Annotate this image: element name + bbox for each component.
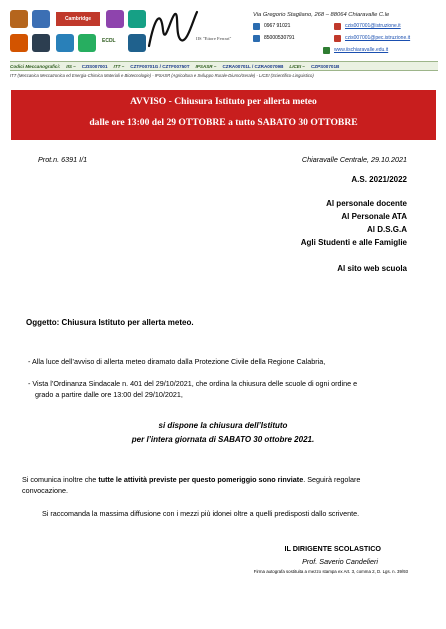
code-key: ITT – xyxy=(113,63,125,69)
banner-title: AVVISO - Chiusura Istituto per allerta meteo xyxy=(130,96,317,107)
emblem-icon xyxy=(10,10,28,28)
school-name-small: IIS "Ettore Ferrari" xyxy=(196,36,232,41)
recipient: Al Personale ATA xyxy=(341,212,407,221)
badge-icon xyxy=(128,10,146,28)
code-value: CZIS007001 xyxy=(81,63,108,69)
phone-icon xyxy=(253,23,260,30)
recipient: Al sito web scuola xyxy=(337,264,407,273)
crest-icon xyxy=(32,34,50,52)
flower-icon xyxy=(78,34,96,52)
code-value: CZPS00701B xyxy=(310,63,340,69)
code-key: IPSASR – xyxy=(195,63,217,69)
phone-number: 0967 91021 xyxy=(264,23,291,29)
website-link[interactable]: www.iischiaravalle.edu.it xyxy=(334,47,389,53)
mail-icon xyxy=(334,23,341,30)
communication-1-post: . Seguirà regolare xyxy=(303,475,361,484)
school-address: Via Gregorio Stagliano, 268 – 88064 Chiaravalle C.le xyxy=(253,12,390,18)
school-tracks: ITT (Meccanica Meccatronica ed Energia-Chimica Materiali e Biotecnologie) - IPSASR (Agricoltura e Sviluppo Rurale-Diurno/Serale) - LICEI (Scientifico-Linguistico) xyxy=(10,73,314,78)
pec-link[interactable]: czis007001@pec.istruzione.it xyxy=(345,35,411,41)
code-value: CZTF00701G / CZTF00750T xyxy=(130,63,190,69)
premise-1: - Alla luce dell’avviso di allerta meteo diramato dalla Protezione Civile della Regione Calabria, xyxy=(28,357,326,366)
signature-role: IL DIRIGENTE SCOLASTICO xyxy=(284,544,381,553)
school-codes-band xyxy=(10,61,438,71)
contact-row xyxy=(253,22,438,30)
seal-icon xyxy=(10,34,28,52)
recipient: Agli Studenti e alle Famiglie xyxy=(300,238,407,247)
place-date: Chiaravalle Centrale, 29.10.2021 xyxy=(301,155,407,164)
subject-line: Oggetto: Chiusura Istituto per allerta meteo. xyxy=(26,318,194,327)
notice-banner xyxy=(11,90,436,140)
premise-2: - Vista l’Ordinanza Sindacale n. 401 del 29/10/2021, che ordina la chiusura delle scuole di ogni ordine e xyxy=(28,379,358,388)
school-signature-logo xyxy=(145,6,200,58)
award-icon xyxy=(106,10,124,28)
communication-1-line-2: convocazione. xyxy=(22,486,68,495)
protocol-number: Prot.n. 6391 I/1 xyxy=(38,155,88,164)
code-value: CZRA00701L / CZRA00709B xyxy=(222,63,284,69)
fiscal-code-icon xyxy=(253,35,260,42)
ecdl-logo: ECDL xyxy=(102,38,116,44)
school-logo-small xyxy=(128,34,146,52)
recipient: Al personale docente xyxy=(326,199,407,208)
email-link[interactable]: czis007001@istruzione.it xyxy=(345,23,401,29)
communication-2: Si raccomanda la massima diffusione con i mezzi più idonei oltre a quelli predisposti dallo scrivente. xyxy=(42,509,360,518)
pec-icon xyxy=(334,35,341,42)
cambridge-logo: Cambridge xyxy=(56,12,100,26)
contact-row xyxy=(253,46,438,54)
communication-1-pre: Si comunica inoltre che xyxy=(22,475,97,484)
pon-logo xyxy=(56,34,74,52)
contact-block xyxy=(253,12,438,54)
signature-note: Firma autografa sostituita a mezzo stampa ex Art. 3, comma 2, D. Lgs. n. 39/93 xyxy=(253,569,408,574)
banner-subtitle: dalle ore 13:00 del 29 OTTOBRE a tutto SABATO 30 OTTOBRE xyxy=(89,117,358,128)
decision-line-1: si dispone la chiusura dell’Istituto xyxy=(158,421,288,430)
premise-2-cont: grado a partire dalle ore 13:00 del 29/10/2021, xyxy=(35,390,183,399)
contact-row xyxy=(253,34,438,42)
codes-label: Codici Meccanografici: xyxy=(10,63,61,69)
code-key: LICEI – xyxy=(289,63,305,69)
code-key: IIS – xyxy=(66,63,76,69)
communication-1-bold: tutte le attività previste per questo pomeriggio sono rinviate xyxy=(98,475,304,484)
communication-1 xyxy=(22,474,424,485)
recipient: Al D.S.G.A xyxy=(366,225,407,234)
letterhead xyxy=(10,6,438,88)
decision-line-2: per l’intera giornata di SABATO 30 ottobre 2021. xyxy=(131,435,315,444)
fiscal-code: 85000530791 xyxy=(264,35,295,41)
flag-icon xyxy=(32,10,50,28)
web-icon xyxy=(323,47,330,54)
logo-cluster xyxy=(10,8,145,60)
school-year: A.S. 2021/2022 xyxy=(351,175,407,184)
signature-name: Prof. Saverio Candelieri xyxy=(302,557,378,566)
